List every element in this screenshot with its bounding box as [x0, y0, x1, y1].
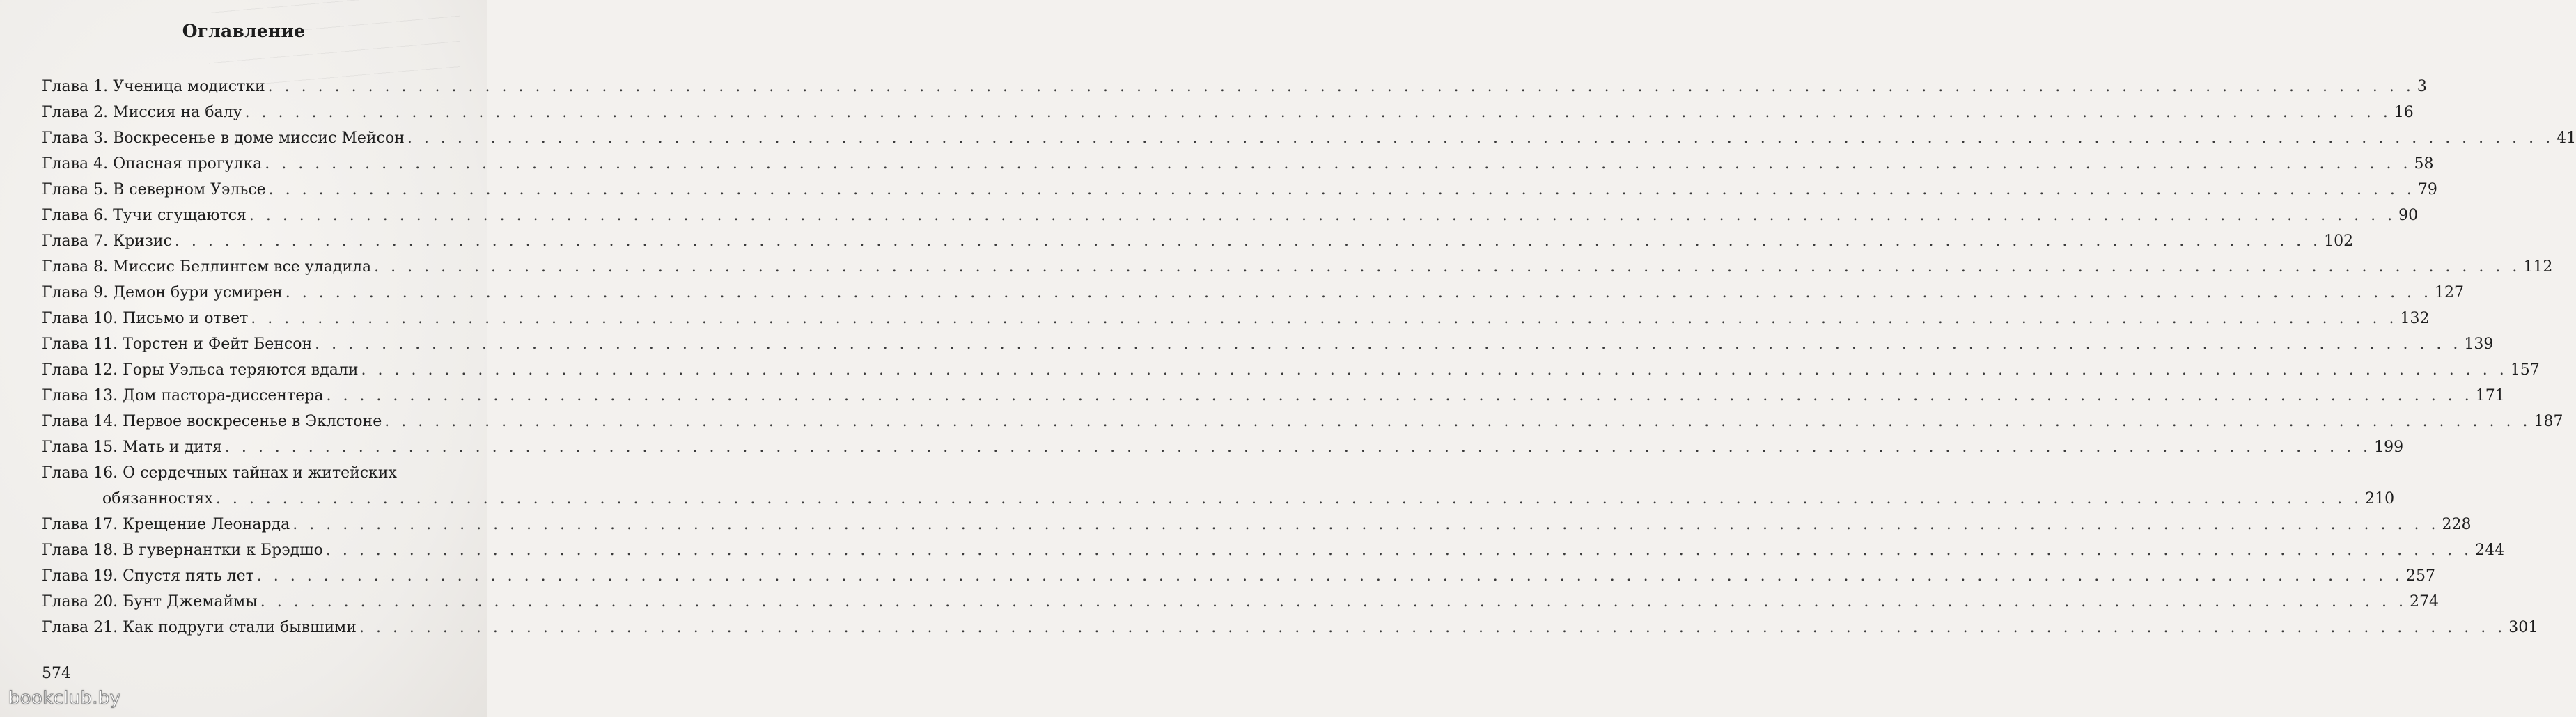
toc-entry — [42, 512, 2472, 537]
toc-entry — [42, 589, 2439, 615]
leader-dots: . . . . . . . . . . . . . . . . . . . . . . . . . . . . . . . . . . . . . . . . . . . . . . . . . . . . . . . . . . . . . . . . . . . . . . . . . . . . . . . . . . . . . . . . . . . . . . . . . . . . . . . . . . . . . . . . . . . . . . . . . . . . . . . . . — [244, 104, 2391, 121]
toc-entry-label: Глава 20. Бунт Джемаймы — [42, 593, 258, 610]
toc-entry — [42, 460, 2395, 512]
leader-dots: . . . . . . . . . . . . . . . . . . . . . . . . . . . . . . . . . . . . . . . . . . . . . . . . . . . . . . . . . . . . . . . . . . . . . . . . . . . . . . . . . . . . . . . . . . . . . . . . . . . . . . . . . . . . . . . . . . . . . . . . . . . . . . . . . — [260, 593, 2407, 610]
toc-entry — [42, 151, 2434, 177]
toc-entry-page: 112 — [2523, 258, 2553, 276]
toc-entry-page: 199 — [2374, 439, 2404, 456]
toc-entry-page: 58 — [2414, 155, 2434, 173]
toc-entry — [42, 537, 2505, 563]
toc-entry — [42, 563, 2436, 589]
leader-dots: . . . . . . . . . . . . . . . . . . . . . . . . . . . . . . . . . . . . . . . . . . . . . . . . . . . . . . . . . . . . . . . . . . . . . . . . . . . . . . . . . . . . . . . . . . . . . . . . . . . . . . . . . . . . . . . . . . . . . . . . . . . . . . . . . — [359, 619, 2506, 636]
toc-entry-label: Глава 18. В гувернантки к Брэдшо — [42, 542, 323, 559]
toc-entry-page: 301 — [2508, 619, 2538, 636]
toc-entry-page: 139 — [2464, 336, 2494, 353]
toc-entry-label: Глава 2. Миссия на балу — [42, 104, 242, 121]
leader-dots: . . . . . . . . . . . . . . . . . . . . . . . . . . . . . . . . . . . . . . . . . . . . . . . . . . . . . . . . . . . . . . . . . . . . . . . . . . . . . . . . . . . . . . . . . . . . . . . . . . . . . . . . . . . . . . . . . . . . . . . . . . . . . . . . . — [285, 284, 2433, 301]
toc-entry-label: Глава 10. Письмо и ответ — [42, 310, 249, 327]
toc-entry-label: Глава 3. Воскресенье в доме миссис Мейсон — [42, 129, 405, 147]
toc-entry — [42, 254, 2553, 280]
toc-entry — [42, 409, 2563, 434]
toc-entry — [42, 100, 2414, 125]
toc-entry — [42, 125, 2576, 151]
toc-entry-label: Глава 16. О сердечных тайнах и житейских — [42, 464, 397, 482]
page-title: Оглавление — [182, 21, 306, 41]
toc-entry — [42, 306, 2430, 331]
toc-entry-label-continued: обязанностях — [102, 490, 213, 507]
leader-dots: . . . . . . . . . . . . . . . . . . . . . . . . . . . . . . . . . . . . . . . . . . . . . . . . . . . . . . . . . . . . . . . . . . . . . . . . . . . . . . . . . . . . . . . . . . . . . . . . . . . . . . . . . . . . . . . . . . . . . . . . . . . . . . . . . — [268, 181, 2415, 198]
toc-entry-label: Глава 12. Горы Уэльса теряются вдали — [42, 361, 359, 379]
toc-entry-label: Глава 1. Ученица модистки — [42, 78, 265, 95]
table-of-contents — [42, 74, 2576, 640]
toc-entry-label: Глава 11. Торстен и Фейт Бенсон — [42, 336, 313, 353]
toc-entry — [42, 383, 2505, 409]
toc-entry-page: 132 — [2400, 310, 2430, 327]
toc-entry-page: 171 — [2475, 387, 2505, 404]
leader-dots: . . . . . . . . . . . . . . . . . . . . . . . . . . . . . . . . . . . . . . . . . . . . . . . . . . . . . . . . . . . . . . . . . . . . . . . . . . . . . . . . . . . . . . . . . . . . . . . . . . . . . . . . . . . . . . . . . . . . . . . . . . . . . . . . . — [325, 542, 2473, 559]
toc-entry — [42, 177, 2437, 203]
leader-dots: . . . . . . . . . . . . . . . . . . . . . . . . . . . . . . . . . . . . . . . . . . . . . . . . . . . . . . . . . . . . . . . . . . . . . . . . . . . . . . . . . . . . . . . . . . . . . . . . . . . . . . . . . . . . . . . . . . . . . . . . . . . . . . . . . — [384, 413, 2531, 430]
leader-dots: . . . . . . . . . . . . . . . . . . . . . . . . . . . . . . . . . . . . . . . . . . . . . . . . . . . . . . . . . . . . . . . . . . . . . . . . . . . . . . . . . . . . . . . . . . . . . . . . . . . . . . . . . . . . . . . . . . . . . . . . . . . . . . . . . — [326, 387, 2473, 404]
toc-entry — [42, 357, 2540, 383]
leader-dots: . . . . . . . . . . . . . . . . . . . . . . . . . . . . . . . . . . . . . . . . . . . . . . . . . . . . . . . . . . . . . . . . . . . . . . . . . . . . . . . . . . . . . . . . . . . . . . . . . . . . . . . . . . . . . . . . . . . . . . . . . . . . . . . . . — [374, 258, 2521, 276]
toc-entry-label: Глава 19. Спустя пять лет — [42, 567, 254, 585]
toc-entry-label: Глава 15. Мать и дитя — [42, 439, 222, 456]
toc-entry — [42, 434, 2404, 460]
leader-dots: . . . . . . . . . . . . . . . . . . . . . . . . . . . . . . . . . . . . . . . . . . . . . . . . . . . . . . . . . . . . . . . . . . . . . . . . . . . . . . . . . . . . . . . . . . . . . . . . . . . . . . . . . . . . . . . . . . . . . . . . . . . . . . . . . — [251, 310, 2398, 327]
toc-entry-page: 90 — [2398, 207, 2419, 224]
toc-entry — [42, 203, 2419, 228]
toc-entry-page: 3 — [2417, 78, 2427, 95]
leader-dots: . . . . . . . . . . . . . . . . . . . . . . . . . . . . . . . . . . . . . . . . . . . . . . . . . . . . . . . . . . . . . . . . . . . . . . . . . . . . . . . . . . . . . . . . . . . . . . . . . . . . . . . . . . . . . . . . . . . . . . . . . . . . . . . . . — [249, 207, 2396, 224]
toc-entry — [42, 228, 2354, 254]
toc-entry-line-1 — [42, 460, 467, 486]
toc-entry-page: 244 — [2475, 542, 2505, 559]
leader-dots: . . . . . . . . . . . . . . . . . . . . . . . . . . . . . . . . . . . . . . . . . . . . . . . . . . . . . . . . . . . . . . . . . . . . . . . . . . . . . . . . . . . . . . . . . . . . . . . . . . . . . . . . . . . . . . . . . . . . . . . . . . . . . . . . . — [215, 490, 2363, 507]
toc-entry-label: Глава 17. Крещение Леонарда — [42, 516, 290, 533]
toc-entry-label: Глава 4. Опасная прогулка — [42, 155, 263, 173]
leader-dots: . . . . . . . . . . . . . . . . . . . . . . . . . . . . . . . . . . . . . . . . . . . . . . . . . . . . . . . . . . . . . . . . . . . . . . . . . . . . . . . . . . . . . . . . . . . . . . . . . . . . . . . . . . . . . . . . . . . . . . . . . . . . . . . . . — [265, 155, 2412, 173]
toc-entry-page: 157 — [2510, 361, 2540, 379]
toc-entry-label: Глава 9. Демон бури усмирен — [42, 284, 283, 301]
toc-entry — [42, 615, 2538, 640]
toc-entry-page: 228 — [2442, 516, 2472, 533]
page-number: 574 — [42, 665, 71, 682]
toc-entry-label: Глава 7. Кризис — [42, 233, 172, 250]
toc-entry-page: 257 — [2406, 567, 2436, 585]
watermark-logo: bookclub.by — [8, 688, 121, 709]
toc-entry-line-2 — [42, 486, 2395, 512]
leader-dots: . . . . . . . . . . . . . . . . . . . . . . . . . . . . . . . . . . . . . . . . . . . . . . . . . . . . . . . . . . . . . . . . . . . . . . . . . . . . . . . . . . . . . . . . . . . . . . . . . . . . . . . . . . . . . . . . . . . . . . . . . . . . . . . . . — [361, 361, 2508, 379]
toc-entry-label: Глава 8. Миссис Беллингем все уладила — [42, 258, 372, 276]
toc-entry-page: 187 — [2534, 413, 2563, 430]
toc-entry — [42, 74, 2427, 100]
toc-entry-label: Глава 14. Первое воскресенье в Эклстоне — [42, 413, 382, 430]
toc-entry-page: 210 — [2365, 490, 2395, 507]
toc-entry-label: Глава 6. Тучи сгущаются — [42, 207, 247, 224]
leader-dots: . . . . . . . . . . . . . . . . . . . . . . . . . . . . . . . . . . . . . . . . . . . . . . . . . . . . . . . . . . . . . . . . . . . . . . . . . . . . . . . . . . . . . . . . . . . . . . . . . . . . . . . . . . . . . . . . . . . . . . . . . . . . . . . . . — [407, 129, 2554, 147]
toc-entry-page: 102 — [2324, 233, 2354, 250]
toc-entry-label: Глава 5. В северном Уэльсе — [42, 181, 266, 198]
leader-dots: . . . . . . . . . . . . . . . . . . . . . . . . . . . . . . . . . . . . . . . . . . . . . . . . . . . . . . . . . . . . . . . . . . . . . . . . . . . . . . . . . . . . . . . . . . . . . . . . . . . . . . . . . . . . . . . . . . . . . . . . . . . . . . . . . — [256, 567, 2404, 585]
leader-dots: . . . . . . . . . . . . . . . . . . . . . . . . . . . . . . . . . . . . . . . . . . . . . . . . . . . . . . . . . . . . . . . . . . . . . . . . . . . . . . . . . . . . . . . . . . . . . . . . . . . . . . . . . . . . . . . . . . . . . . . . . . . . . . . . . — [267, 78, 2414, 95]
toc-entry-page: 41 — [2557, 129, 2576, 147]
leader-dots: . . . . . . . . . . . . . . . . . . . . . . . . . . . . . . . . . . . . . . . . . . . . . . . . . . . . . . . . . . . . . . . . . . . . . . . . . . . . . . . . . . . . . . . . . . . . . . . . . . . . . . . . . . . . . . . . . . . . . . . . . . . . . . . . . — [174, 233, 2322, 250]
leader-dots: . . . . . . . . . . . . . . . . . . . . . . . . . . . . . . . . . . . . . . . . . . . . . . . . . . . . . . . . . . . . . . . . . . . . . . . . . . . . . . . . . . . . . . . . . . . . . . . . . . . . . . . . . . . . . . . . . . . . . . . . . . . . . . . . . — [224, 439, 2372, 456]
toc-entry — [42, 331, 2494, 357]
show-through-text — [209, 0, 460, 84]
toc-entry — [42, 280, 2465, 306]
toc-entry-page: 16 — [2394, 104, 2414, 121]
toc-entry-label: Глава 13. Дом пастора-диссентера — [42, 387, 324, 404]
toc-entry-label: Глава 21. Как подруги стали бывшими — [42, 619, 357, 636]
toc-entry-page: 79 — [2417, 181, 2437, 198]
leader-dots: . . . . . . . . . . . . . . . . . . . . . . . . . . . . . . . . . . . . . . . . . . . . . . . . . . . . . . . . . . . . . . . . . . . . . . . . . . . . . . . . . . . . . . . . . . . . . . . . . . . . . . . . . . . . . . . . . . . . . . . . . . . . . . . . . — [315, 336, 2462, 353]
toc-entry-page: 127 — [2435, 284, 2465, 301]
leader-dots: . . . . . . . . . . . . . . . . . . . . . . . . . . . . . . . . . . . . . . . . . . . . . . . . . . . . . . . . . . . . . . . . . . . . . . . . . . . . . . . . . . . . . . . . . . . . . . . . . . . . . . . . . . . . . . . . . . . . . . . . . . . . . . . . . — [292, 516, 2440, 533]
toc-entry-page: 274 — [2409, 593, 2439, 610]
